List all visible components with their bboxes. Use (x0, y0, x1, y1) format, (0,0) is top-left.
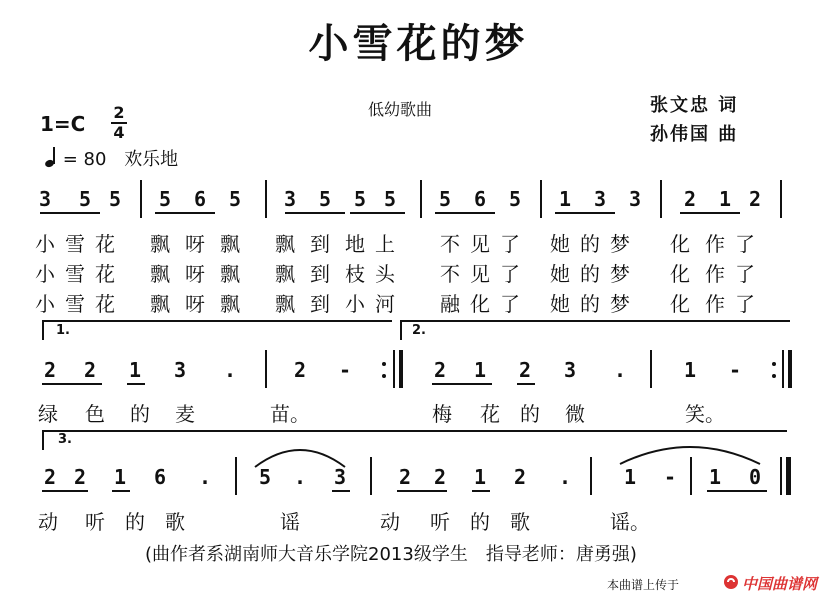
lyric-char: 动 (38, 510, 58, 534)
key-signature: 1=C (40, 112, 86, 136)
beam-underline (332, 490, 350, 492)
note: 2 (43, 465, 57, 489)
volta-2-edge (400, 320, 402, 340)
repeat-dot (382, 374, 386, 378)
lyric-char: 听 (430, 510, 450, 534)
note: 1 (683, 358, 697, 382)
note: 3 (283, 187, 297, 211)
lyric-char: 飘 (220, 292, 240, 316)
note: 2 (43, 358, 57, 382)
lyric-char: 到 (310, 292, 330, 316)
repeat-dot (772, 362, 776, 366)
site-name[interactable]: 中国曲谱网 (742, 575, 818, 593)
lyric-char: 梦 (610, 262, 630, 286)
note: 2 (513, 465, 527, 489)
lyric-char: 呀 (185, 262, 205, 286)
lyric-char: 了 (735, 262, 755, 286)
note: 6 (193, 187, 207, 211)
lyric-char: 小 (35, 232, 55, 256)
volta-3-line (42, 430, 787, 432)
lyric-char: 了 (735, 232, 755, 256)
note: - (338, 358, 352, 382)
repeat-thick-bar (788, 350, 792, 388)
lyric-char: 花 (480, 402, 500, 426)
note: 1 (708, 465, 722, 489)
lyric-char: 河 (375, 292, 395, 316)
lyric-char: 上 (375, 232, 395, 256)
note: 5 (228, 187, 242, 211)
barline (265, 180, 267, 218)
note: 3 (628, 187, 642, 211)
note: 0 (748, 465, 762, 489)
beam-underline (350, 212, 405, 214)
lyric-char: 飘 (150, 292, 170, 316)
lyric-char: 作 (705, 292, 725, 316)
lyric-char: 了 (500, 292, 520, 316)
note: 5 (438, 187, 452, 211)
lyric-char: 小 (35, 292, 55, 316)
note: . (198, 465, 212, 489)
final-thick-bar (786, 457, 791, 495)
lyric-char: 飘 (275, 232, 295, 256)
lyric-char: 的 (125, 510, 145, 534)
lyric-char: 动 (380, 510, 400, 534)
beam-underline (397, 490, 447, 492)
note: 1 (623, 465, 637, 489)
note: 5 (508, 187, 522, 211)
note: 6 (473, 187, 487, 211)
lyric-char: 作 (705, 262, 725, 286)
note: 3 (333, 465, 347, 489)
lyric-char: 飘 (220, 262, 240, 286)
lyric-char: 苗。 (270, 402, 310, 426)
lyric-char: 地 (345, 232, 365, 256)
beam-underline (680, 212, 740, 214)
composer-credit: 孙伟国 曲 (650, 124, 739, 145)
lyric-char: 色 (85, 402, 105, 426)
song-title: 小雪花的梦 (308, 21, 529, 67)
lyric-char: 她 (550, 292, 570, 316)
note: 5 (158, 187, 172, 211)
note: 1 (558, 187, 572, 211)
beam-underline (112, 490, 130, 492)
barline (420, 180, 422, 218)
note: 5 (108, 187, 122, 211)
lyric-char: 花 (95, 232, 115, 256)
lyric-char: 谣。 (610, 510, 650, 534)
lyric-char: 听 (85, 510, 105, 534)
note: 3 (563, 358, 577, 382)
repeat-thin-bar (782, 350, 784, 388)
lyric-char: 花 (95, 292, 115, 316)
repeat-thin-bar (393, 350, 395, 388)
lyric-char: 笑。 (685, 402, 725, 426)
note: 3 (173, 358, 187, 382)
note: 5 (78, 187, 92, 211)
lyric-char: 雪 (65, 262, 85, 286)
lyric-char: 的 (130, 402, 150, 426)
barline (235, 457, 237, 495)
note: 1 (718, 187, 732, 211)
note: 1 (113, 465, 127, 489)
note: 2 (73, 465, 87, 489)
lyric-char: 化 (670, 232, 690, 256)
beam-underline (517, 383, 535, 385)
barline (540, 180, 542, 218)
song-genre: 低幼歌曲 (368, 100, 433, 119)
lyric-char: 飘 (150, 232, 170, 256)
composer-footnote: (曲作者系湖南师大音乐学院2013级学生 指导老师：唐勇强) (145, 544, 637, 565)
lyric-char: 了 (500, 262, 520, 286)
lyric-char: 到 (310, 232, 330, 256)
lyric-char: 枝 (345, 262, 365, 286)
note: 2 (293, 358, 307, 382)
lyric-char: 她 (550, 232, 570, 256)
note: - (663, 465, 677, 489)
note: 2 (398, 465, 412, 489)
lyric-char: 雪 (65, 292, 85, 316)
lyric-char: 花 (95, 262, 115, 286)
lyric-char: 的 (580, 292, 600, 316)
note: 1 (473, 358, 487, 382)
barline (690, 457, 692, 495)
note: 2 (683, 187, 697, 211)
final-thin-bar (780, 457, 782, 495)
lyric-char: 小 (345, 292, 365, 316)
barline (780, 180, 782, 218)
repeat-dot (772, 374, 776, 378)
note: 2 (748, 187, 762, 211)
lyric-char: 的 (470, 510, 490, 534)
upload-note: 本曲谱上传于 (607, 578, 680, 592)
barline (650, 350, 652, 388)
volta-3-label: 3. (58, 432, 72, 447)
beam-underline (707, 490, 767, 492)
lyric-char: 作 (705, 232, 725, 256)
lyric-char: 小 (35, 262, 55, 286)
lyric-char: 歌 (510, 510, 530, 534)
volta-1-label: 1. (56, 323, 70, 338)
lyric-char: 到 (310, 262, 330, 286)
volta-2-line (400, 320, 790, 322)
lyric-char: 化 (670, 292, 690, 316)
note: 3 (38, 187, 52, 211)
lyric-char: 化 (470, 292, 490, 316)
barline (590, 457, 592, 495)
note: 5 (383, 187, 397, 211)
lyric-char: 的 (580, 232, 600, 256)
lyric-char: 飘 (275, 292, 295, 316)
note: 5 (353, 187, 367, 211)
lyric-char: 梅 (432, 402, 452, 426)
lyric-char: 谣 (280, 510, 300, 534)
beam-underline (40, 212, 100, 214)
lyric-char: 见 (470, 262, 490, 286)
beam-underline (432, 383, 492, 385)
volta-2-label: 2. (412, 323, 426, 338)
lyricist-credit: 张文忠 词 (650, 95, 739, 116)
note: 1 (473, 465, 487, 489)
note: 1 (128, 358, 142, 382)
barline (660, 180, 662, 218)
tempo-mood: 欢乐地 (124, 149, 179, 170)
note: . (293, 465, 307, 489)
note: 6 (153, 465, 167, 489)
quarter-note-icon (45, 149, 57, 167)
note: . (613, 358, 627, 382)
volta-1-line (42, 320, 392, 322)
volta-3-edge (42, 430, 44, 450)
repeat-dot (382, 362, 386, 366)
lyric-char: 飘 (275, 262, 295, 286)
barline (370, 457, 372, 495)
lyric-char: 融 (440, 292, 460, 316)
lyric-char: 飘 (150, 262, 170, 286)
lyric-char: 了 (500, 232, 520, 256)
lyric-char: 飘 (220, 232, 240, 256)
lyric-char: 微 (565, 402, 585, 426)
lyric-char: 的 (520, 402, 540, 426)
lyric-char: 呀 (185, 292, 205, 316)
note: 2 (83, 358, 97, 382)
beam-underline (472, 490, 490, 492)
note: - (728, 358, 742, 382)
note: . (223, 358, 237, 382)
note: 5 (318, 187, 332, 211)
tempo-bpm: = 80 (62, 149, 107, 170)
lyric-char: 的 (580, 262, 600, 286)
lyric-char: 了 (735, 292, 755, 316)
barline (140, 180, 142, 218)
note: 2 (433, 465, 447, 489)
lyric-char: 雪 (65, 232, 85, 256)
time-signature-top: 2 (113, 103, 125, 122)
note: 2 (518, 358, 532, 382)
lyric-char: 她 (550, 262, 570, 286)
note: 3 (593, 187, 607, 211)
beam-underline (285, 212, 345, 214)
beam-underline (42, 490, 88, 492)
lyric-char: 绿 (38, 402, 58, 426)
lyric-char: 梦 (610, 292, 630, 316)
lyric-char: 不 (440, 262, 460, 286)
volta-1-edge (42, 320, 44, 340)
lyric-char: 见 (470, 232, 490, 256)
note: 5 (258, 465, 272, 489)
lyric-char: 不 (440, 232, 460, 256)
beam-underline (127, 383, 145, 385)
lyric-char: 化 (670, 262, 690, 286)
lyric-char: 歌 (165, 510, 185, 534)
note: 2 (433, 358, 447, 382)
beam-underline (155, 212, 215, 214)
time-signature-bottom: 4 (113, 123, 125, 142)
beam-underline (435, 212, 495, 214)
lyric-char: 麦 (175, 402, 195, 426)
beam-underline (555, 212, 615, 214)
note: . (558, 465, 572, 489)
lyric-char: 梦 (610, 232, 630, 256)
beam-underline (42, 383, 102, 385)
repeat-thick-bar (399, 350, 403, 388)
lyric-char: 呀 (185, 232, 205, 256)
tempo-marking (45, 145, 178, 171)
barline (265, 350, 267, 388)
site-logo-icon (723, 574, 739, 590)
lyric-char: 头 (375, 262, 395, 286)
